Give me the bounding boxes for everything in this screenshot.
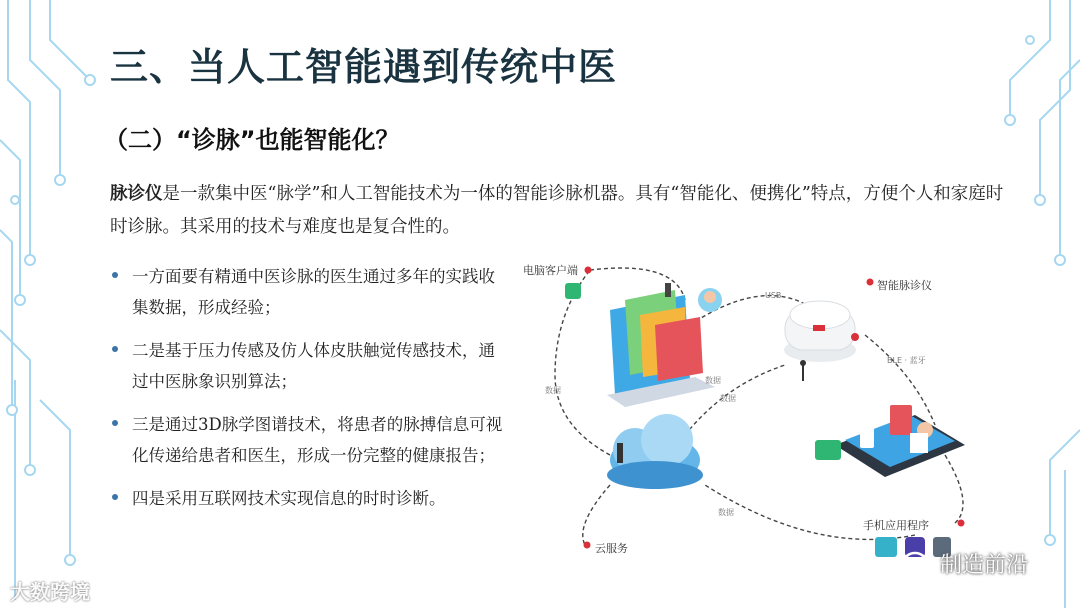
- bullet-list: [112, 262, 507, 528]
- bullet-item: [112, 484, 507, 515]
- watermark-right-text: 制造前沿: [940, 553, 1029, 578]
- bullet-dot-icon: [112, 272, 118, 278]
- label-cloud-service: 云服务: [595, 542, 628, 555]
- watermark-left: 大数跨境: [10, 580, 90, 604]
- label-usb: USB: [765, 291, 782, 300]
- label-mobile-app: 手机应用程序: [863, 519, 929, 532]
- bullet-item: [112, 336, 507, 397]
- intro-term: 脉诊仪: [110, 184, 163, 204]
- bullet-item: [112, 262, 507, 323]
- bullet-text: 三是通过3D脉学图谱技术，将患者的脉搏信息可视化传递给患者和医生，形成一份完整的健康报告；: [132, 415, 503, 465]
- bullet-text: 一方面要有精通中医诊脉的医生通过多年的实践收集数据，形成经验；: [132, 267, 495, 317]
- bullet-text: 四是采用互联网技术实现信息的时时诊断。: [132, 489, 446, 508]
- watermark-right: [902, 548, 1028, 579]
- intro-text: 是一款集中医“脉学”和人工智能技术为一体的智能诊脉机器。具有“智能化、便携化”特点，方便个人和家庭时时诊脉。其采用的技术与难度也是复合性的。: [110, 184, 1004, 237]
- label-data-mid-1: 数据: [705, 376, 721, 385]
- link-mobile: [945, 455, 963, 523]
- cloud-illustration: [607, 414, 703, 489]
- bullet-dot-icon: [112, 346, 118, 352]
- intro-paragraph: [110, 178, 1010, 244]
- pulse-device-illustration: [784, 301, 859, 381]
- mobile-app-illustration: [815, 405, 965, 477]
- link-data-left: [555, 270, 610, 455]
- label-smart-pulse-device: 智能脉诊仪: [877, 279, 932, 292]
- bullet-text: 二是基于压力传感及仿人体皮肤触觉传感技术，通过中医脉象识别算法；: [132, 341, 495, 391]
- circuit-decoration-right: [990, 0, 1080, 608]
- bullet-dot-icon: [112, 420, 118, 426]
- wechat-icon: [902, 550, 934, 578]
- bullet-item: [112, 410, 507, 471]
- section-subtitle: （二）“诊脉”也能智能化？: [104, 126, 400, 154]
- circuit-decoration-left: [0, 0, 120, 608]
- label-data-left: 数据: [545, 386, 561, 395]
- label-data-bottom: 数据: [718, 508, 734, 517]
- label-pc-client: 电脑客户端: [523, 264, 578, 277]
- link-cloud: [583, 485, 610, 545]
- pc-client-illustration: [607, 283, 722, 407]
- slide-title: 三、当人工智能遇到传统中医: [110, 45, 618, 89]
- system-diagram: [515, 255, 985, 575]
- pc-app-icon: [565, 283, 581, 299]
- label-ble: BLE · 蓝牙: [887, 356, 926, 365]
- label-data-mid-2: 数据: [720, 394, 736, 403]
- bullet-dot-icon: [112, 494, 118, 500]
